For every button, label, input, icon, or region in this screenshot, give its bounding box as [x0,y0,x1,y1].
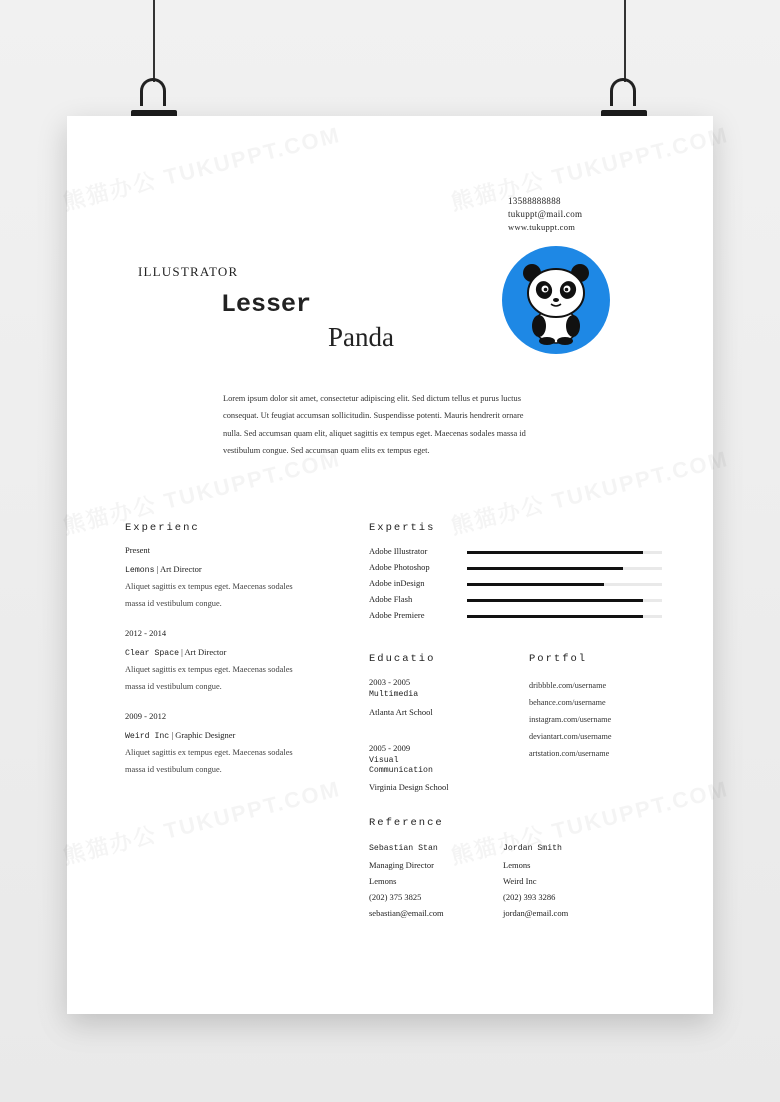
bio-paragraph: Lorem ipsum dolor sit amet, consectetur adipiscing elit. Sed dictum tellus et purus luctus consequat. Ut feugiat accumsan sollicitudin. Suspendisse potenti. Mauris hendrerit ornare nulla. Sed accumsan quam elit, aliquet sagittis ex tempus eget. Maecenas sodales massa id vestibulum congue. Sed accumsan quam elits ex tempus eget. [223,394,526,456]
portfolio-link[interactable]: dribbble.com/username [529,681,607,690]
contact-block [508,195,582,234]
role-title: ILLUSTRATOR [138,264,239,279]
education-school: Virginia Design School [369,782,449,792]
resume-sheet [67,116,713,1014]
panda-icon [502,246,610,354]
first-name: Lesser [221,290,312,319]
skill-bar-fill [467,583,604,586]
portfolio-links [529,677,612,762]
portfolio-heading: Portfol [529,653,588,665]
contact-email: tukuppt@mail.com [508,209,583,219]
experience-date: 2012 - 2014 [125,628,167,638]
experience-date: Present [125,545,151,555]
experience-role: Art Director [184,647,227,657]
reference-phone: (202) 393 3286 [503,892,556,902]
reference-card [369,841,444,921]
education-item [369,743,509,792]
portfolio-link[interactable]: behance.com/username [529,698,606,707]
experience-item: 2012 - 2014 Clear Space | Art Director Aliquet sagittis ex tempus eget. Maecenas sodales massa id vestibulum congue. [125,628,355,696]
education-degree: Multimedia [369,690,419,699]
education-years: 2003 - 2005 [369,677,411,687]
experience-desc: Aliquet sagittis ex tempus eget. Maecenas sodales [125,665,293,674]
education-degree: Communication [369,766,433,775]
reference-name: Jordan Smith [503,844,562,853]
reference-email[interactable]: jordan@email.com [503,908,569,918]
experience-desc: Aliquet sagittis ex tempus eget. Maecenas sodales [125,582,293,591]
skill-bar [467,615,662,618]
skill-bar-fill [467,615,643,618]
experience-item: Present Lemons | Art Director Aliquet sagittis ex tempus eget. Maecenas sodales massa id vestibulum congue. [125,545,355,613]
education-degree: Visual [369,756,399,765]
skill-bar [467,599,662,602]
portfolio-link[interactable]: deviantart.com/username [529,732,612,741]
education-item [369,677,509,717]
skill-bar-fill [467,599,643,602]
experience-heading: Experienc [125,522,200,534]
skill-name: Adobe Flash [369,594,413,604]
experience-role: Graphic Designer [175,730,236,740]
reference-title: Lemons [503,860,531,870]
avatar [502,246,610,354]
contact-phone: 13588888888 [508,196,561,206]
watermark [59,118,343,217]
skill-bar [467,551,662,554]
portfolio-link[interactable]: artstation.com/username [529,749,610,758]
skill-name: Adobe Photoshop [369,562,430,572]
reference-heading: Reference [369,817,444,829]
experience-desc: massa id vestibulum congue. [125,682,222,692]
reference-company: Lemons [369,876,397,886]
skill-bar [467,583,662,586]
hanging-wire-right [624,0,626,82]
reference-title: Managing Director [369,860,434,870]
skill-bar-fill [467,567,623,570]
experience-item: 2009 - 2012 Weird Inc | Graphic Designer Aliquet sagittis ex tempus eget. Maecenas sodales massa id vestibulum congue. [125,711,355,779]
skill-list [369,546,669,626]
skill-name: Adobe inDesign [369,578,425,588]
experience-company: Clear Space [125,649,180,658]
last-name: Panda [328,322,394,352]
contact-website: www.tukuppt.com [508,222,576,232]
skill-bar-fill [467,551,643,554]
experience-company: Weird Inc [125,732,170,741]
reference-email[interactable]: sebastian@email.com [369,908,444,918]
reference-name: Sebastian Stan [369,844,438,853]
skill-name: Adobe Premiere [369,610,425,620]
education-school: Atlanta Art School [369,707,433,717]
experience-role: Art Director [159,564,202,574]
reference-company: Weird Inc [503,876,537,886]
expertise-heading: Expertis [369,522,436,534]
skill-name: Adobe Illustrator [369,546,428,556]
hanging-wire-left [153,0,155,82]
education-heading: Educatio [369,653,436,665]
watermark [447,118,731,217]
experience-desc: massa id vestibulum congue. [125,765,222,775]
reference-phone: (202) 375 3825 [369,892,422,902]
experience-date: 2009 - 2012 [125,711,167,721]
experience-company: Lemons [125,566,155,575]
education-years: 2005 - 2009 [369,743,411,753]
skill-bar [467,567,662,570]
experience-desc: massa id vestibulum congue. [125,599,222,609]
experience-desc: Aliquet sagittis ex tempus eget. Maecenas sodales [125,748,293,757]
portfolio-link[interactable]: instagram.com/username [529,715,612,724]
watermark [59,772,343,871]
reference-card [503,841,568,921]
